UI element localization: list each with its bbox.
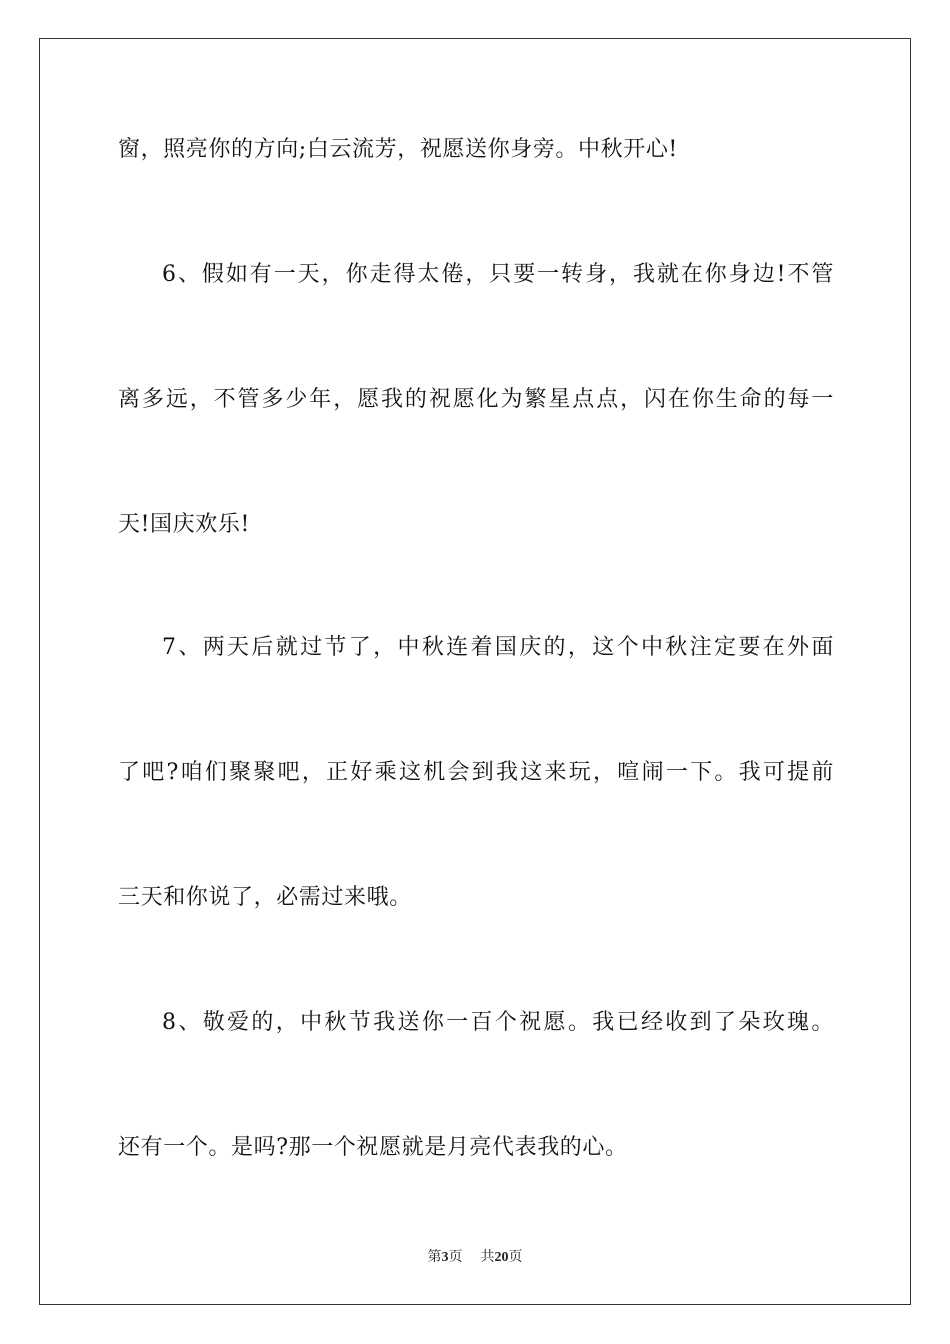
page-footer [0, 1248, 950, 1267]
paragraph-line: 7、两天后就过节了，中秋连着国庆的，这个中秋注定要在外面 [162, 635, 834, 660]
paragraph-line: 还有一个。是吗?那一个祝愿就是月亮代表我的心。 [118, 1135, 628, 1160]
paragraph-line: 离多远，不管多少年，愿我的祝愿化为繁星点点，闪在你生命的每一 [118, 387, 834, 412]
paragraph-line: 三天和你说了，必需过来哦。 [118, 885, 412, 910]
paragraph-line: 窗，照亮你的方向;白云流芳，祝愿送你身旁。中秋开心! [118, 137, 678, 162]
total-pages: 20 [494, 1250, 509, 1265]
page-suffix: 页 [448, 1249, 463, 1265]
paragraph-line: 8、敬爱的，中秋节我送你一百个祝愿。我已经收到了朵玫瑰。 [162, 1010, 834, 1035]
paragraph-line: 了吧?咱们聚聚吧，正好乘这机会到我这来玩，喧闹一下。我可提前 [118, 760, 834, 785]
total-prefix: 共 [480, 1249, 495, 1265]
page-prefix: 第 [427, 1249, 442, 1265]
page-border [39, 38, 911, 1305]
total-suffix: 页 [508, 1249, 523, 1265]
paragraph-line: 天!国庆欢乐! [118, 512, 250, 537]
page-number: 3 [441, 1250, 449, 1265]
paragraph-line: 6、假如有一天，你走得太倦，只要一转身，我就在你身边!不管 [162, 262, 834, 287]
